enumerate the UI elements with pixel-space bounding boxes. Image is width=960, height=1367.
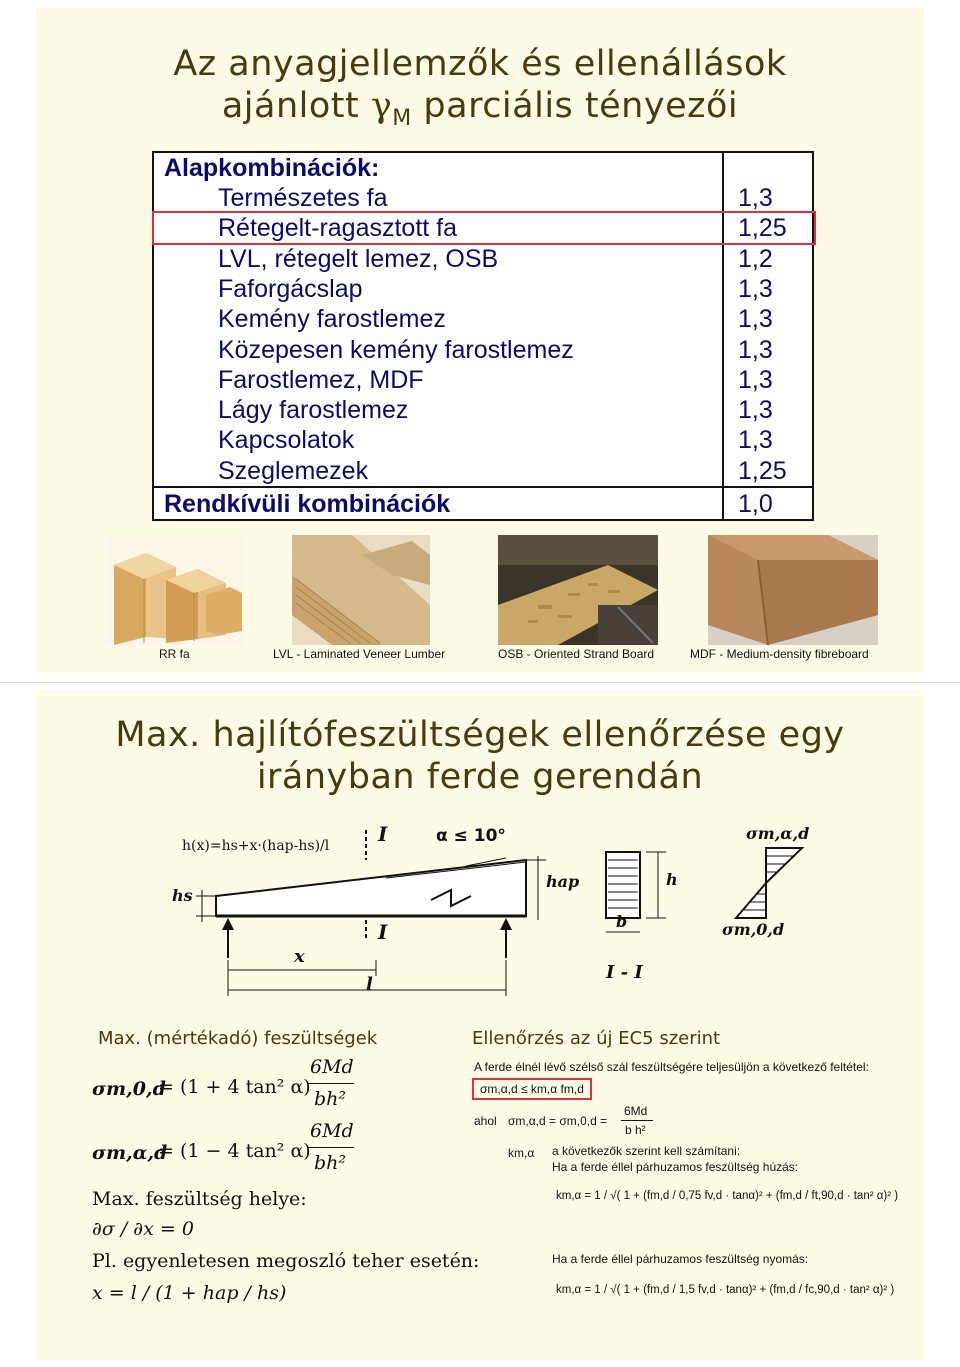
max-place-text: Max. feszültség helye: (92, 1188, 307, 1210)
partial-factor-value: 1,3 (738, 365, 773, 394)
x-position-formula: x = l / (1 + hap / hs) (92, 1282, 287, 1304)
table-footer-name: Rendkívüli kombinációk (164, 490, 451, 518)
material-name: Szeglemezek (218, 456, 369, 485)
max-stress-heading: Max. (mértékadó) feszültségek (98, 1028, 378, 1049)
material-name: Lágy farostlemez (218, 396, 409, 425)
section-mark-top: I (378, 822, 388, 846)
title-line-1: Az anyagjellemzők és ellenállások (173, 44, 787, 84)
ec5-intro: A ferde élnél lévő szélső szál feszültségére teljesüljön a következő feltétel: (474, 1060, 869, 1074)
table-border-bottom (152, 519, 814, 521)
eq2-rhs: = (1 − 4 tan² α) (158, 1140, 311, 1162)
case-tension-formula: km,α = 1 / √( 1 + (fm,d / 0,75 fv,d · tanα)² + (fm,d / ft,90,d · tan² α)² ) (556, 1190, 899, 1202)
ahol-label: ahol (474, 1114, 497, 1128)
case-compression-formula: km,α = 1 / √( 1 + (fm,d / 1,5 fv,d · tanα)² + (fm,d / fc,90,d · tan² α)² ) (556, 1284, 895, 1296)
l-label: l (366, 974, 373, 995)
partial-factor-value: 1,3 (738, 426, 773, 455)
mdf-image (708, 535, 878, 645)
material-name: Farostlemez, MDF (218, 365, 424, 394)
highlight-box (152, 211, 816, 245)
height-formula: h(x)=hs+x·(hap-hs)/l (182, 838, 330, 854)
slide-2 (36, 690, 924, 1360)
hap-label: hap (546, 872, 580, 891)
slide-separator (0, 682, 960, 683)
table-row (152, 365, 814, 395)
title-line-2: ajánlott $\gamma_M$ parciális tényezői (221, 86, 739, 131)
stress-denominator: b h² (625, 1123, 646, 1137)
table-header-row (152, 153, 814, 183)
beam-diagram (166, 820, 826, 1010)
lvl-image (292, 535, 430, 645)
b-label: b (616, 912, 628, 931)
stress-numerator: 6Md (624, 1104, 648, 1118)
slide-2-title (36, 714, 924, 798)
material-name: Faforgácslap (218, 274, 363, 303)
table-footer-divider (152, 486, 814, 488)
case-tension: Ha a ferde éllel párhuzamos feszültség húzás: (552, 1160, 799, 1174)
partial-factor-value: 1,3 (738, 396, 773, 425)
eq1-numerator: 6Md (310, 1056, 354, 1078)
title-line-2: irányban ferde gerendán (256, 757, 704, 797)
slide-1-title (36, 43, 924, 140)
k-description: a következők szerint kell számítani: (552, 1144, 741, 1158)
eq1-lhs: σm,0,d (92, 1078, 166, 1100)
caption-lvl: LVL - Laminated Veneer Lumber (273, 647, 446, 661)
material-name: Rétegelt-ragasztott fa (218, 214, 458, 243)
material-name: Kapcsolatok (218, 426, 355, 455)
table-row (152, 425, 814, 455)
osb-image (498, 535, 658, 645)
eq1-rhs: = (1 + 4 tan² α) (158, 1076, 311, 1098)
eq2-denominator: bh² (314, 1152, 347, 1174)
partial-factor-value: 1,3 (738, 184, 773, 212)
slide-1 (36, 8, 924, 674)
partial-factor-value: 1,3 (738, 305, 773, 334)
hs-label: hs (172, 886, 193, 905)
ec5-heading: Ellenőrzés az új EC5 szerint (472, 1028, 721, 1049)
table-row (152, 456, 814, 486)
k-label: km,α (508, 1146, 535, 1160)
table-row (152, 244, 814, 274)
partial-factor-value: 1,2 (738, 244, 773, 273)
case-compression: Ha a ferde éllel párhuzamos feszültség nyomás: (552, 1252, 809, 1266)
caption-rr-fa: RR fa (159, 647, 190, 661)
caption-mdf: MDF - Medium-density fibreboard (690, 647, 869, 661)
x-label: x (294, 946, 305, 967)
table-footer-value: 1,0 (738, 490, 773, 518)
table-row (152, 274, 814, 304)
table-row (152, 183, 814, 213)
material-name: Közepesen kemény farostlemez (218, 335, 574, 364)
eq1-fraction-bar (308, 1083, 354, 1084)
eq2-numerator: 6Md (310, 1120, 354, 1142)
title-line-1: Max. hajlítófeszültségek ellenőrzése egy (115, 715, 845, 755)
table-row (152, 304, 814, 334)
partial-factor-value: 1,3 (738, 274, 773, 303)
stress-fraction-bar (621, 1120, 653, 1121)
material-name: Kemény farostlemez (218, 305, 446, 334)
table-row (152, 395, 814, 425)
derivative-condition: ∂σ / ∂x = 0 (92, 1218, 194, 1240)
eq2-lhs: σm,α,d (92, 1142, 168, 1164)
section-label: I - I (606, 962, 643, 983)
eq1-denominator: bh² (314, 1088, 347, 1110)
sigma-alpha-label: σm,α,d (746, 824, 810, 843)
caption-osb: OSB - Oriented Strand Board (498, 647, 655, 661)
alpha-limit: α ≤ 10° (436, 826, 506, 846)
partial-factor-value: 1,25 (738, 214, 787, 243)
table-row (152, 335, 814, 365)
partial-factor-table (152, 151, 814, 521)
stress-definition: σm,α,d = σm,0,d = (508, 1114, 608, 1128)
sigma-zero-label: σm,0,d (722, 920, 785, 939)
material-name: Természetes fa (218, 184, 388, 212)
material-name: LVL, rétegelt lemez, OSB (218, 244, 499, 273)
ec5-condition: σm,α,d ≤ km,α fm,d (472, 1078, 592, 1100)
table-header: Alapkombinációk: (164, 154, 380, 182)
eq2-fraction-bar (308, 1147, 354, 1148)
rr-fa-image (106, 535, 244, 645)
partial-factor-value: 1,3 (738, 335, 773, 364)
section-mark-bottom: I (378, 920, 388, 944)
partial-factor-value: 1,25 (738, 456, 787, 485)
table-footer-row (152, 489, 814, 519)
uniform-load-text: Pl. egyenletesen megoszló teher esetén: (92, 1250, 480, 1272)
h-label: h (666, 870, 678, 889)
